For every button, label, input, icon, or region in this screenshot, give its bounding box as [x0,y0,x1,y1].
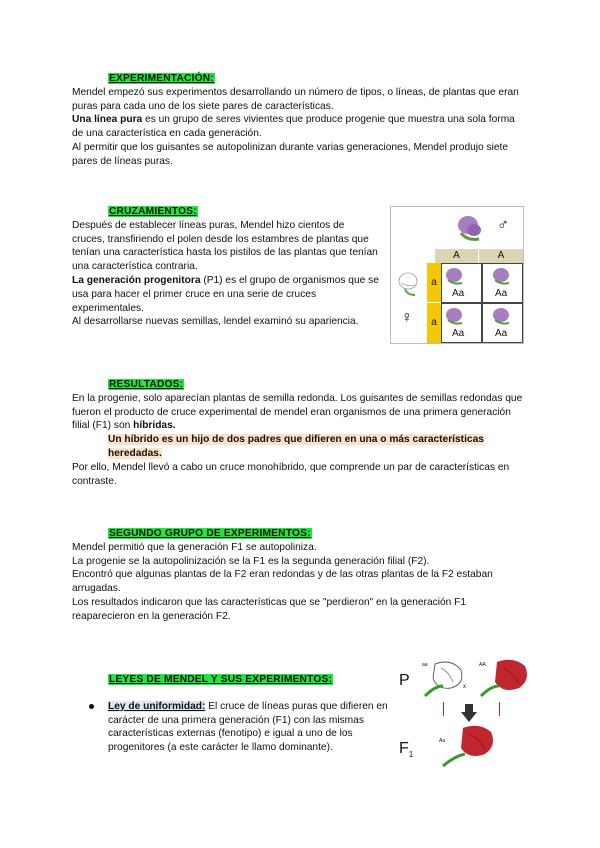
bullet-dot-icon [89,704,94,709]
gamete-line-right [499,702,500,716]
cross-symbol: x [463,684,466,690]
term-linea-pura: Una línea pura [72,114,143,126]
bullet-ley-uniformidad [72,700,392,755]
down-arrow-icon [461,704,477,722]
cruz-paragraph-2-rest: (P1) es el grupo de organismos que se usa para hacer el primer cruce en una serie de cruces experimentales. [72,274,379,314]
seg-paragraph-4: Los resultados indicaron que las características que se "perdieron" en la generación F1 reaparecieron en la generación F2. [72,596,467,622]
seg-paragraph-1: Mendel permitió que la generación F1 se autopoliniza. [72,541,317,553]
side-allele-1: a [427,263,441,303]
res-paragraph-2: Por ello, Mendel llevó a cabo un cruce monohíbrido, que comprende un par de características en contraste. [72,461,510,487]
exp-paragraph-1: Mendel empezó sus experimentos desarrollando un número de tipos, o líneas, de plantas que eran puras para cada uno de los siete pares de características. [72,86,519,112]
exp-paragraph-2-rest: es un grupo de seres vivientes que produce progenie que muestra una sola forma de una característica en cada generación. [72,114,515,140]
genotype-label: Aa [452,328,465,339]
red-pea-flower-f1-icon [441,722,499,770]
punnett-square-figure [390,206,524,344]
purple-flower-icon [444,306,466,326]
purple-flower-icon [491,266,513,286]
offspring-cell-1 [441,263,482,303]
white-pea-flower-icon [421,658,473,702]
purple-flower-icon [444,266,466,286]
heading-experimentacion: EXPERIMENTACIÓN: [109,73,214,84]
top-allele-1: A [435,249,479,263]
genotype-label: Aa [495,288,508,299]
section-leyes [72,673,392,755]
mendel-cross-figure [395,652,555,772]
seg-paragraph-3: Encontró que algunas plantas de la F2 eran redondas y de las otras plantas de la F2 estaban arrugadas. [72,569,493,595]
res-paragraph-1 [72,392,530,433]
heading-segundo-grupo: SEGUNDO GRUPO DE EXPERIMENTOS: [109,528,311,539]
genotype-Aa-child: Aa [439,738,446,744]
section-cruzamientos [72,205,380,329]
term-ley-uniformidad: Ley de uniformidad: [108,700,206,712]
female-symbol: ♀ [401,309,413,326]
section-experimentacion [72,72,527,169]
cruz-paragraph-3: Al desarrollarse nuevas semillas, lendel examinó su apariencia. [72,316,359,328]
offspring-cell-4 [482,303,523,343]
offspring-cell-3 [441,303,482,343]
label-f1-generation [399,740,413,759]
heading-resultados: RESULTADOS: [109,379,184,390]
gamete-line-left [443,702,444,716]
hybrid-definition [72,433,530,461]
seg-paragraph-2: La progenie se la autopolinización se la F1 es la segunda generación filial (F2). [72,555,430,567]
top-allele-2: A [479,249,523,263]
label-p-generation: P [399,672,410,689]
purple-flower-icon [491,306,513,326]
section-resultados [72,378,530,488]
side-allele-2: a [427,303,441,343]
hybrid-definition-highlight: Un híbrido es un hijo de dos padres que difieren en una o más características heredadas. [108,434,484,459]
male-symbol: ♂ [497,217,509,234]
res-paragraph-1-text: En la progenie, solo aparecían plantas de semilla redonda. Los guisantes de semillas redondas que fueron el producto de cruce experimental de mendel eran organismos de una primera generación filial (F1) son [72,392,523,432]
heading-cruzamientos: CRUZAMIENTOS: [109,206,197,217]
term-hibridas: híbridas. [133,420,176,432]
section-segundo-grupo [72,527,527,624]
heading-leyes: LEYES DE MENDEL Y SUS EXPERIMENTOS: [109,674,333,685]
exp-paragraph-2 [72,113,527,141]
cruz-paragraph-1: Después de establecer líneas puras, Mendel hizo cientos de cruces, transfiriendo el polen desde los estambres de plantas que tenían una característica hasta los pistilos de las plantas que tenían una característica contraria. [72,219,378,273]
cruz-paragraph-2 [72,274,380,315]
genotype-label: Aa [452,288,465,299]
genotype-aa-left: aa [422,662,428,668]
purple-flower-icon [453,211,487,245]
female-flower-column [391,263,427,343]
genotype-AA-right: AA [479,662,486,668]
label-f-subscript: 1 [408,750,414,760]
male-flower-header [435,207,523,249]
white-flower-icon [395,269,423,297]
genotype-label: Aa [495,328,508,339]
red-pea-flower-icon [479,656,533,702]
ley-uniformidad-text: El cruce de líneas puras que difieren en carácter de una primera generación (F1) con las mismas características externas (fenotipo) e igual a uno de los progenitores (a este carácter le llamo dominante). [108,700,388,754]
term-generacion-progenitora: La generación progenitora [72,274,201,286]
offspring-cell-2 [482,263,523,303]
label-f: F [399,740,409,757]
exp-paragraph-3: Al permitir que los guisantes se autopolinizan durante varias generaciones, Mendel produjo siete pares de líneas puras. [72,141,509,167]
